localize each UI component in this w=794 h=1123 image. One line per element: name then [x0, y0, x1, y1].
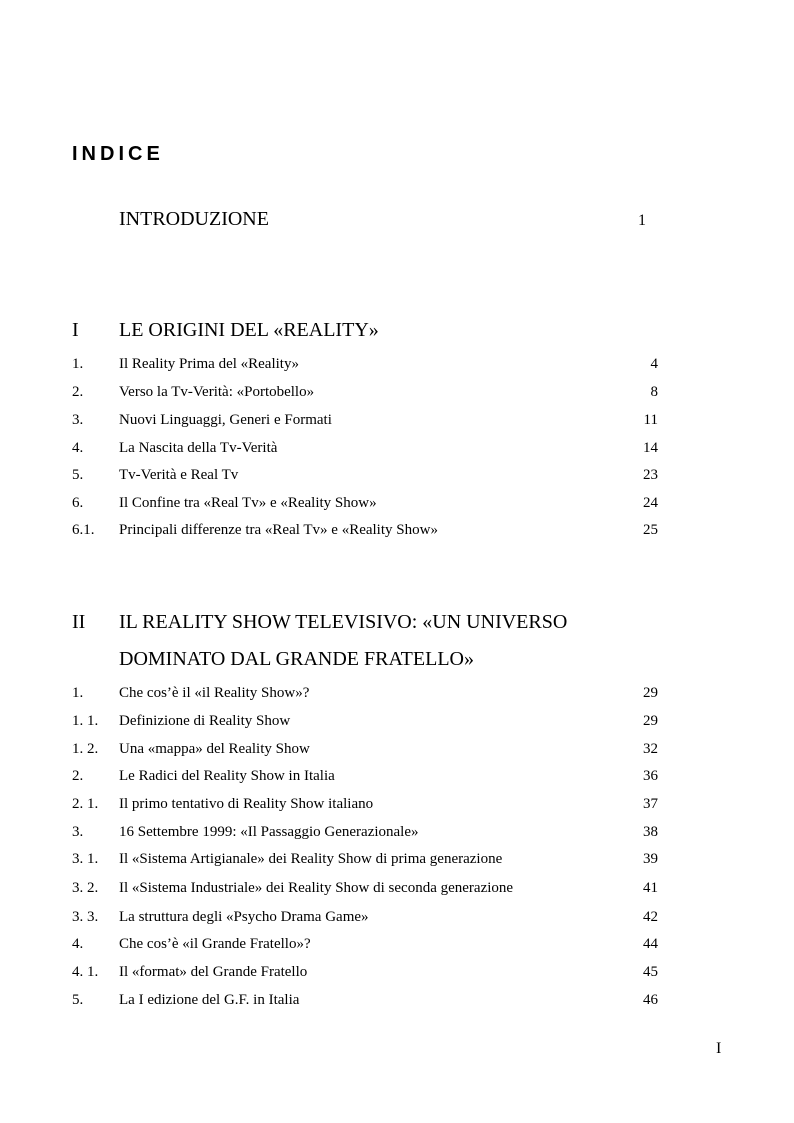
toc-entry-number: 3. 1. — [72, 851, 99, 867]
toc-entry-label: Il Reality Prima del «Reality» — [119, 356, 299, 372]
introduction-label: INTRODUZIONE — [119, 208, 269, 230]
chapter-1-title: LE ORIGINI DEL «REALITY» — [119, 319, 379, 341]
toc-entry-label: La struttura degli «Psycho Drama Game» — [119, 909, 369, 925]
toc-entry-page: 46 — [643, 992, 658, 1008]
toc-entry-number: 3. 2. — [72, 880, 99, 896]
toc-entry-page: 29 — [643, 713, 658, 729]
toc-entry-number: 2. — [72, 384, 84, 400]
toc-entry-label: Il «format» del Grande Fratello — [119, 964, 308, 980]
toc-entry-page: 4 — [650, 356, 658, 372]
toc-entry-page: 38 — [643, 824, 658, 840]
toc-entry-number: 5. — [72, 467, 84, 483]
toc-entry-page: 39 — [643, 851, 658, 867]
toc-entry-label: La Nascita della Tv-Verità — [119, 440, 278, 456]
toc-entry-label: Il primo tentativo di Reality Show italiano — [119, 796, 374, 812]
toc-entry-label: 16 Settembre 1999: «Il Passaggio Generazionale» — [119, 824, 419, 840]
toc-entry-number: 5. — [72, 992, 84, 1008]
toc-entry-number: 4. — [72, 440, 84, 456]
toc-entry-page: 41 — [643, 880, 658, 896]
toc-entry-page: 29 — [643, 685, 658, 701]
toc-entry-label: Nuovi Linguaggi, Generi e Formati — [119, 412, 332, 428]
chapter-2-title-line-2: DOMINATO DAL GRANDE FRATELLO» — [119, 648, 474, 670]
toc-entry-number: 1. 2. — [72, 741, 99, 757]
toc-entry-page: 45 — [643, 964, 658, 980]
page-number-footer: I — [716, 1040, 722, 1057]
toc-entry-number: 3. 3. — [72, 909, 99, 925]
toc-entry-label: Una «mappa» del Reality Show — [119, 741, 310, 757]
toc-entry-page: 32 — [643, 741, 658, 757]
toc-entry-page: 37 — [643, 796, 658, 812]
toc-entry-number: 4. — [72, 936, 84, 952]
toc-entry-number: 4. 1. — [72, 964, 99, 980]
toc-entry-label: Il «Sistema Industriale» dei Reality Show di seconda generazione — [119, 880, 514, 896]
toc-entry-page: 24 — [643, 495, 658, 511]
toc-entry-number: 3. — [72, 412, 84, 428]
toc-entry-number: 1. — [72, 356, 84, 372]
toc-entry-page: 23 — [643, 467, 658, 483]
toc-entry-number: 1. 1. — [72, 713, 99, 729]
toc-entry-page: 8 — [650, 384, 658, 400]
toc-entry-page: 36 — [643, 768, 658, 784]
toc-entry-page: 11 — [643, 412, 658, 428]
toc-entry-number: 2. — [72, 768, 84, 784]
toc-entry-label: La I edizione del G.F. in Italia — [119, 992, 300, 1008]
toc-entry-label: Che cos’è «il Grande Fratello»? — [119, 936, 311, 952]
toc-entry-label: Il Confine tra «Real Tv» e «Reality Show» — [119, 495, 377, 511]
chapter-1-number: I — [72, 319, 79, 341]
toc-entry-number: 1. — [72, 685, 84, 701]
toc-entry-page: 14 — [643, 440, 658, 456]
toc-entry-number: 3. — [72, 824, 84, 840]
chapter-2-number: II — [72, 611, 86, 633]
toc-entry-label: Definizione di Reality Show — [119, 713, 291, 729]
toc-entry-label: Principali differenze tra «Real Tv» e «Reality Show» — [119, 522, 438, 538]
introduction-page: 1 — [638, 212, 646, 229]
toc-entry-label: Che cos’è il «il Reality Show»? — [119, 685, 310, 701]
toc-entry-page: 44 — [643, 936, 658, 952]
toc-entry-label: Tv-Verità e Real Tv — [119, 467, 239, 483]
toc-entry-page: 25 — [643, 522, 658, 538]
page-title: INDICE — [72, 143, 164, 165]
toc-entry-number: 2. 1. — [72, 796, 99, 812]
toc-entry-number: 6. — [72, 495, 84, 511]
chapter-2-title-line-1: IL REALITY SHOW TELEVISIVO: «UN UNIVERSO — [119, 611, 568, 633]
toc-entry-page: 42 — [643, 909, 658, 925]
toc-entry-number: 6.1. — [72, 522, 95, 538]
toc-entry-label: Verso la Tv-Verità: «Portobello» — [119, 384, 315, 400]
toc-entry-label: Il «Sistema Artigianale» dei Reality Show di prima generazione — [119, 851, 503, 867]
toc-entry-label: Le Radici del Reality Show in Italia — [119, 768, 335, 784]
